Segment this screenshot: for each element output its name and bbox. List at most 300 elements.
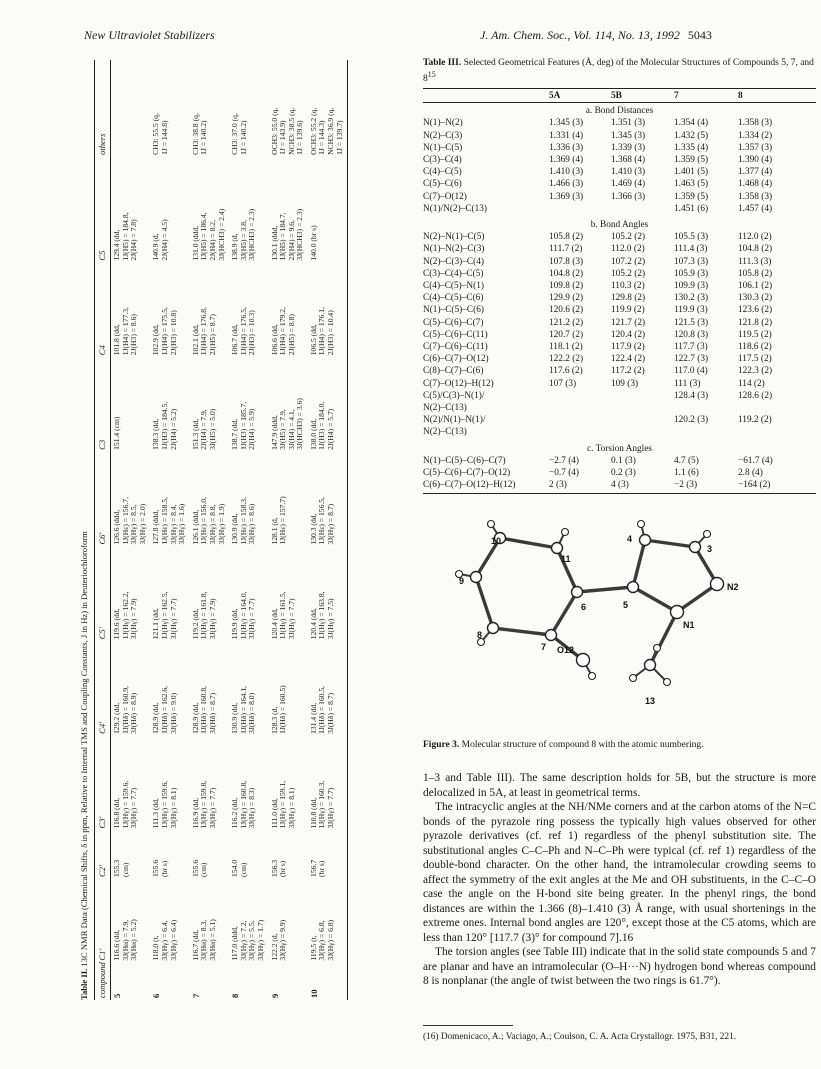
parameter-value: 1.468 (4) [738,179,773,190]
atom-o12 [577,654,590,667]
table-ii-title [80,60,89,1000]
cell-line: 2J(H3) = 10.4) [326,310,336,356]
cell-line: 1J = 139.7) [334,120,344,155]
cell-line: 117.0 (ddd, [230,926,240,961]
cell-line: 1J(H5) = 184.8, [120,212,130,261]
table-iii-row [423,268,816,280]
cell-line: 1J(Hγ) = 160.8, [238,780,248,829]
label-o12: O12 [557,645,575,655]
label-4: 4 [627,534,633,544]
table-iii-row [423,292,816,304]
cell-line: 3J(Hγ) = 7.9) [129,598,139,640]
parameter-name: N(1)/N(2)–C(13) [423,203,488,214]
table-iii-row [423,317,816,329]
label-5: 5 [623,600,629,610]
body-paragraph: The torsion angles (see Table III) indicate that in the solid state compounds 5 and 7 are planar and have an intramolecular (O–H···N) hydrogen bond whereas compound 8 is nonplanar (the angle of twist between the two rings is 61.7°). [423,946,816,987]
parameter-value: 0.1 (3) [611,455,636,466]
table-ii-column-header: C4' [95,641,111,736]
table-ii-cell [150,157,189,263]
table-ii-cell [229,831,268,879]
cell-line: 1J(Hγ) = 159.6, [159,780,169,829]
table-iii-row [423,166,816,178]
figure-3-label: Figure 3. [423,740,460,750]
cell-line: 3J(Hγ) = 7.7) [168,598,178,640]
cell-line: 1J(Hγ) = 159.1, [278,780,288,829]
cell-line: 1J(H4) = 176.1, [317,307,327,356]
table-ii-cell [190,641,229,736]
parameter-value: 1.463 (5) [674,179,709,190]
table-iii-row [423,154,816,166]
table-ii-cell [269,879,308,963]
cell-line: 1J(Hε) = 158.3, [238,497,248,545]
cell-line: CH3: 55.5 (q, [151,113,161,155]
parameter-name: C(6)–C(7)–O(12) [423,354,489,365]
cell-line: 3J(Hα) = 5.2) [129,919,139,961]
cell-line: 3J(Hγ) = 8.5, [129,504,139,545]
cell-line: 2J(H5) = 8.7) [207,314,217,356]
parameter-value: 1.358 (3) [738,191,773,202]
table-ii-cell [150,736,189,831]
parameter-value: 1.368 (4) [611,154,646,165]
table-iii-row [423,142,816,154]
parameter-value: 122.3 (2) [738,366,773,377]
parameter-value: 1.345 (3) [549,118,584,129]
table-ii-cell [229,357,268,452]
cell-line: 130.9 (dd, [230,513,240,545]
parameter-value: 123.6 (2) [738,305,773,316]
table-ii-cell [229,547,268,642]
table-iii-column-header: 5A [549,89,611,103]
parameter-value: 117.5 (2) [738,354,772,365]
atom-h12 [589,673,596,680]
cell-line: 147.9 (ddd, [269,415,279,450]
parameter-value: 119.2 (2) [738,415,772,426]
atom-h4 [638,521,645,528]
label-n1: N1 [683,620,695,630]
table-ii [80,60,418,1000]
table-ii-cell [269,263,308,358]
atom-h11 [562,529,569,536]
table-ii-cell [229,736,268,831]
cell-line: 3J(H5) = 3.8, [238,220,248,261]
table-ii-column-header: C3' [95,736,111,831]
cell-line: 3J(Hγ) = 7.7) [129,787,139,829]
parameter-value: 118.6 (2) [738,342,772,353]
table-ii-caption: 13C NMR Data (Chemical Shifts, δ in ppm, Relative to Internal TMS and Coupling Constants, J in Hz) in Deuteriochloroform [79,531,89,967]
parameter-value: 130.3 (2) [738,293,773,304]
parameter-value: 1.469 (4) [611,179,646,190]
cell-line: 3J(Hγ) = 1.7) [255,919,265,961]
table-iii-row [423,455,816,467]
parameter-value: −61.7 (4) [738,455,773,466]
cell-line: 1J(Hγ) = 162.2, [120,591,130,640]
cell-line: 1J(Hγ) = 161.5, [278,591,288,640]
cell-line: 155.6 [190,859,200,877]
parameter-value: 128.4 (3) [674,390,709,401]
parameter-value [674,426,738,438]
parameter-value: 117.6 (2) [549,366,583,377]
cell-line: 1J(H5) = 186.4, [199,212,209,261]
cell-line: 1J(Hγ) = 160.3, [317,780,327,829]
cell-line: 2J(H4) = 7.9, [199,409,209,450]
cell-line: 2J(H4) = 5.7) [326,408,336,450]
table-iii [423,58,816,494]
parameter-value [549,402,611,414]
cell-line: 1J(Hε) = 158.5, [159,497,169,545]
parameter-name: C(7)–O(12) [423,191,467,202]
atom-h13a [630,675,637,682]
cell-line: 121.1 (dd, [151,608,161,640]
cell-line: 3J(Hγ) = 8.3) [247,787,257,829]
cell-line: 106.7 (dd, [230,324,240,356]
parameter-value: 111.3 (3) [738,256,772,267]
table-ii-row [269,60,308,1000]
cell-line: 3J(H4) = 4.1, [286,409,296,450]
parameter-value: 4.7 (5) [674,455,699,466]
parameter-value [611,402,674,414]
table-iii-section-row [423,439,816,455]
table-ii-cell [308,736,348,831]
table-ii-cell [308,452,348,547]
atom-h10 [488,521,495,528]
table-iii-row [423,130,816,142]
compound-number: 9 [269,993,280,998]
cell-line: 3J(Hγ) = 8.7) [326,503,336,545]
compound-number: 6 [151,993,162,998]
table-iii-row [423,390,816,402]
parameter-value: 111.4 (3) [674,244,708,255]
table-ii-row [229,60,268,1000]
cell-line: 3J(Hγ) = 7.7) [207,787,217,829]
parameter-value: 1.358 (3) [738,118,773,129]
atom-n1 [671,606,684,619]
parameter-value: 1.369 (4) [549,154,584,165]
cell-line: (cm) [199,862,209,877]
cell-line: 3J(Hγ) = 7.2, [238,920,248,961]
parameter-name: C(5)–C(6) [423,179,462,190]
body-paragraph: 1–3 and Table III). The same description holds for 5B, but the structure is more delocalized in 5A, at least in geometrical terms. [423,772,816,799]
figure-3-caption-text: Molecular structure of compound 8 with the atomic numbering. [461,740,704,750]
cell-line: 3J(Hγ) = 6.8, [317,920,327,961]
cell-line: 101.8 (dd, [112,324,121,356]
table-ii-cell [229,263,268,358]
cell-line: (br s) [278,860,288,877]
cell-line: 127.8 (ddd, [151,509,161,545]
cell-line: NCH3: 38.5 (q, [286,107,296,155]
table-iii-section-row [423,103,816,118]
label-3: 3 [707,544,713,554]
cell-line: 129.4 (dd, [112,229,121,261]
cell-line: OCH3: 55.0 (q, [269,107,279,155]
cell-line: 1J(H3) = 185.7, [238,401,248,450]
parameter-value: −164 (2) [738,479,816,494]
table-iii-caption: Selected Geometrical Features (Å, deg) of the Molecular Structures of Compounds 5, 7, and 8 [423,58,814,85]
parameter-value: 4 (3) [611,479,674,494]
table-ii-column-header: C3 [95,357,111,452]
table-iii-section-title: a. Bond Distances [585,106,654,117]
atom-h13b [664,679,671,686]
cell-line: 120.4 (dd, [269,608,279,640]
cell-line: 128.9 (dd, [151,702,161,734]
table-iii-column-header [423,89,549,103]
table-iii-grid [423,88,816,494]
parameter-name: N(2)–C(3)–C(4) [423,256,484,267]
cell-line: 155.3 [112,859,121,877]
parameter-name: C(7)–O(12)–H(12) [423,378,494,389]
parameter-value: 1.334 (2) [738,130,773,141]
cell-line: 3J(Hδ) = 9.0) [168,692,178,734]
cell-line: NCH3: 36.9 (q, [326,107,336,155]
cell-line: 3J(Hγ) = 8.6) [247,503,257,545]
label-10: 10 [491,536,502,546]
table-ii-cell [111,831,151,879]
table-ii-cell [150,357,189,452]
cell-line: 155.6 [151,859,161,877]
running-head-right [480,28,712,43]
page-number: 5043 [687,28,712,42]
cell-line: 3J(Hγ) = 9.9) [278,919,288,961]
parameter-value: 1.1 (6) [674,468,699,479]
atom-c8 [488,623,499,634]
cell-line: 156.7 [308,859,318,877]
parameter-value: 105.8 (2) [549,232,584,243]
compound-number: 10 [308,963,348,1000]
parameter-value: 129.9 (2) [549,293,584,304]
bond-8-9 [476,577,493,628]
parameter-value: 105.2 (2) [611,268,646,279]
cell-line: 2J(H4) = 7.8) [129,219,139,261]
atom-c7 [546,630,557,641]
parameter-name: C(4)–C(5)–N(1) [423,281,484,291]
cell-line: 102.9 (dd, [151,324,161,356]
table-ii-cell [269,357,308,452]
cell-line: 128.9 (dd, [190,702,200,734]
cell-line: 3J(Hγ) = 2.0) [137,503,147,545]
parameter-value: 109.9 (3) [674,281,709,291]
cell-line: 106.5 (dd, [308,324,318,356]
cell-line: (cm) [120,862,130,877]
table-ii-cell [308,547,348,642]
table-ii-cell [150,263,189,358]
cell-line: 3J(Hδ) = 8.0) [247,692,257,734]
parameter-name: C(8)–C(7)–C(6) [423,366,484,377]
table-iii-row [423,479,816,494]
cell-line: 131.4 (dd, [308,702,318,734]
cell-line: 1J(Hε) = 157.7) [278,496,288,545]
parameter-value: 2 (3) [549,479,611,494]
table-iii-row [423,378,816,390]
label-6: 6 [581,602,587,612]
table-iii-column-header: 5B [611,89,674,103]
label-11: 11 [561,554,571,564]
parameter-value: 1.335 (4) [674,142,709,153]
label-13: 13 [645,696,656,706]
table-ii-cell [111,263,151,358]
cell-line: 3J(HCH3) = 3.6) [295,398,305,450]
parameter-value: 1.457 (4) [738,203,773,214]
table-ii-cell [150,879,189,963]
parameter-value: 1.377 (4) [738,167,773,178]
table-ii-cell [229,452,268,547]
table-ii-grid [94,60,348,1000]
parameter-value: 117.0 (4) [674,366,708,377]
cell-line: 2J(H4) = 5.9) [247,408,257,450]
parameter-value: 107.3 (3) [674,256,709,267]
parameter-value: 1.357 (3) [738,142,773,153]
parameter-value: 112.0 (2) [611,244,645,255]
parameter-value: 128.6 (2) [738,390,773,401]
cell-line: 1J(H4) = 176.8, [199,307,209,356]
cell-line: 1J(H5) = 184.7, [278,212,288,261]
cell-line: 110.8 (dd, [308,797,318,829]
cell-line: 1J(Hγ) = 163.8, [317,591,327,640]
cell-line: 138.7 (dd, [230,418,240,450]
table-ii-cell [190,452,229,547]
table-ii-cell [190,157,229,263]
cell-line: 3J(H5) = 7.9, [278,409,288,450]
parameter-value: 1.336 (3) [549,142,584,153]
cell-line: 119.2 (dd, [190,608,200,640]
parameter-value: 117.9 (2) [611,342,645,353]
table-iii-title [423,58,816,85]
parameter-value: 1.369 (3) [549,191,584,202]
parameter-value: 1.366 (3) [611,191,646,202]
cell-line: 3J(Hγ) = 1.9) [216,503,226,545]
table-ii-column-header: C1' [95,879,111,963]
parameter-name: C(3)–C(4)–C(5) [423,268,484,279]
body-paragraph: The intracyclic angles at the NH/NMe corners and at the carbon atoms of the N=C bonds of the pyrazole ring possess the typically high values observed for other pyrazole derivatives (cf. ref 1) regardless of the phenyl substitution site. The substitutional angles C–C–Ph and N–C–Ph were typical (cf. ref 1) regardless of the double-bond character. On the other hand, the intramolecular crowding seems to affect the symmetry of the exit angles at the Me and OH substituents, in the C–C–O case the angle on the H-bond site being greater. In the phenyl rings, the bond distances are within the 1.366 (8)–1.410 (3) Å range, with usual shortenings in the extreme ones. Internal bond angles are 120°, except those at the C5 atoms, which are less than 120° [117.7 (3)° for compound 7].16 [423,801,816,944]
table-ii-cell [111,547,151,642]
atom-c13 [645,660,656,671]
cell-line: (br s) [159,860,169,877]
table-ii-cell [229,641,268,736]
atom-h13c [654,645,661,652]
cell-line: 3J(Hδ) = 8.7) [207,692,217,734]
parameter-value: 120.4 (2) [611,329,646,340]
table-ii-cell [190,879,229,963]
parameter-value: 0.2 (3) [611,468,636,479]
cell-line: 3J(Hγ) = 7.7) [326,787,336,829]
atom-h3 [704,531,711,538]
table-ii-cell [111,879,151,963]
cell-line: 151.4 (cm) [112,416,121,450]
table-ii-cell [308,60,348,157]
cell-line: 1J(Hδ) = 160.5, [317,685,327,734]
parameter-value: 1.345 (3) [611,130,646,141]
cell-line: 120.4 (dd, [308,608,318,640]
parameter-value: 1.401 (5) [674,167,709,178]
table-ii-cell [111,641,151,736]
cell-line: 122.2 (d, [269,933,279,961]
table-iii-row [423,329,816,341]
parameter-value: 105.5 (3) [674,232,709,243]
parameter-value: −2.7 (4) [549,455,580,466]
table-ii-row [308,60,348,1000]
label-n2: N2 [727,582,739,592]
parameter-name: N(1)–N(2)–C(3) [423,244,485,255]
table-ii-cell [269,831,308,879]
cell-line: CH3: 38.8 (q, [190,113,200,155]
cell-line: 3J(Hγ) = 7.9) [207,598,217,640]
table-iii-header-row [423,89,816,103]
table-ii-row [150,60,189,1000]
cell-line: 1J(Hε) = 156.0, [199,497,209,545]
parameter-value: 105.8 (2) [738,268,773,279]
cell-line: 3J(HCH3) = 2.4) [216,208,226,261]
cell-line: 3J(Hγ) = 8.1) [286,787,296,829]
cell-line: 1J = 139.6) [295,120,305,155]
table-ii-cell [308,357,348,452]
parameter-value [611,426,674,438]
cell-line: 3J(HCH3) = 2.3) [247,208,257,261]
table-iii-column-header: 7 [674,89,738,103]
parameter-value: 107 (3) [549,378,577,389]
parameter-value: 121.7 (2) [611,317,646,328]
table-iii-section-title: c. Torsion Angles [586,443,653,454]
table-ii-cell [308,157,348,263]
table-iii-section-title: b. Bond Angles [590,219,649,230]
atom-c6 [572,587,583,598]
cell-line: 3J(Hγ) = 7.7) [247,598,257,640]
cell-line: 130.3 (dd, [308,513,318,545]
parameter-value: 111 (3) [674,378,701,389]
compound-number: 8 [230,993,241,998]
cell-line: 126.6 (ddd, [112,509,121,545]
parameter-value: 1.410 (3) [549,167,584,178]
parameter-value: 109 (3) [611,378,639,389]
cell-line: 3J(Hγ) = 1.6) [177,503,187,545]
parameter-value: 122.7 (3) [674,354,709,365]
cell-line: 3J(HCH3) = 2.3) [295,208,305,261]
figure-3-caption [423,740,816,752]
parameter-value: 104.8 (2) [738,244,773,255]
cell-line: 3J(H5) = 5.0) [207,408,217,450]
table-ii-cell [111,452,151,547]
atom-c11 [552,543,563,554]
table-iii-row [423,178,816,190]
parameter-value: 1.432 (5) [674,130,709,141]
cell-line: 3J(Hδ) = 8.9) [129,692,139,734]
bond-10-11 [500,538,557,548]
cell-line: 106.6 (dd, [269,324,279,356]
cell-line: 140.0 (br s) [308,225,318,261]
parameter-name: C(5)–C(6)–C(7) [423,317,484,328]
bond-n1-5 [633,587,677,612]
cell-line: 116.8 (dd, [112,797,121,829]
table-ii-cell [269,452,308,547]
cell-line: 138.3 (dd, [151,418,161,450]
parameter-value: 114 (2) [738,378,765,389]
table-ii-cell [111,736,151,831]
table-ii-cell [150,547,189,642]
cell-line: 1J(H3) = 184.5, [159,401,169,450]
table-ii-cell [111,157,151,263]
table-ii-cell [269,60,308,157]
parameter-name: N(2)/N(1)–N(1)/ [423,415,486,426]
cell-line: 3J(Hα) = 7.9, [120,919,130,961]
parameter-value: 1.339 (3) [611,142,646,153]
cell-line: 3J(Hγ) = 7.5) [326,598,336,640]
parameter-name: C(4)–C(5) [423,167,462,178]
parameter-value: 112.0 (2) [738,232,772,243]
cell-line: 1J(Hδ) = 160.9, [120,685,130,734]
table-ii-row [190,60,229,1000]
table-ii-cell [269,736,308,831]
table-ii-cell [190,831,229,879]
cell-line: 156.3 [269,859,279,877]
cell-line: 116.7 (dd, [190,929,200,961]
parameter-value [549,414,611,426]
